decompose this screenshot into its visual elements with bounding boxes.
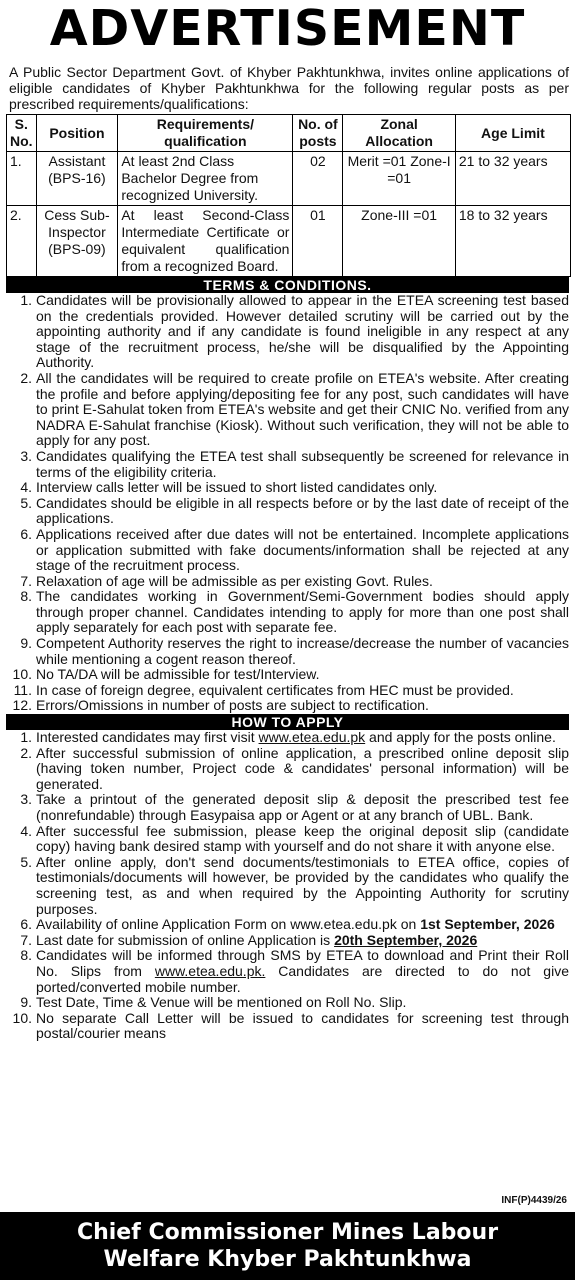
cell-age: 18 to 32 years: [455, 206, 570, 277]
table-header-row: [7, 115, 571, 152]
header-zonal: Zonal Allocation: [343, 115, 456, 152]
list-item: [6, 698, 569, 714]
item-text: The candidates working in Government/Semi-Government bodies should apply through proper channel. Candidates intending to apply for more than one post shall apply separately for each post with separate fee.: [36, 588, 569, 636]
cell-requirements: At least Second-Class Intermediate Certificate or equivalent qualification from a recognized Board.: [118, 206, 293, 277]
apply-list: [0, 730, 575, 1042]
etea-link[interactable]: www.etea.edu.pk: [290, 916, 397, 933]
item-number: 4.: [20, 822, 32, 839]
posts-table: [6, 114, 571, 277]
item-text: Competent Authority reserves the right to increase/decrease the number of vacancies while mentioning a cogent reason thereof.: [36, 635, 569, 667]
list-item: [6, 792, 569, 823]
list-item: [6, 730, 569, 746]
item-text: Errors/Omissions in number of posts are subject to rectification.: [36, 697, 429, 714]
item-number: 5.: [20, 853, 32, 870]
item-number: 9.: [20, 994, 32, 1011]
item-text: All the candidates will be required to create profile on ETEA's website. After creating the profile and before applying/depositing fee for any post, such candidates will have to print E-Sahulat token from ETEA's website and get their CNIC No. verified from any NADRA E-Sahulat franchise (Kiosk). Without such verification, they will not be able to apply for any post.: [36, 369, 569, 449]
item-number: 12.: [12, 697, 32, 714]
item-text: After successful submission of online application, a prescribed online deposit slip (having token number, Project code & candidates' personal information) will be generated.: [36, 744, 569, 792]
table-row: [7, 206, 571, 277]
item-text: [36, 730, 569, 746]
item-text: Applications received after due dates will not be entertained. Incomplete applications or application submitted with fake documents/information shall be rejected at any stage of the recruitment process.: [36, 525, 569, 574]
item-text-part: Last date for submission of online Application is: [36, 931, 335, 948]
etea-link[interactable]: www.etea.edu.pk: [258, 729, 366, 746]
footer-line-1: Chief Commissioner Mines Labour: [76, 1220, 499, 1245]
item-text: No TA/DA will be admissible for test/Interview.: [36, 666, 320, 683]
list-item: [6, 824, 569, 855]
cell-position: Cess Sub-Inspector (BPS-09): [36, 206, 118, 277]
footer-line-2: Welfare Khyber Pakhtunkhwa: [103, 1247, 472, 1272]
item-text: Relaxation of age will be admissible as per existing Govt. Rules.: [36, 572, 433, 589]
list-item: [6, 574, 569, 590]
cell-sno: 1.: [7, 152, 37, 206]
item-text: No separate Call Letter will be issued to candidates for screening test through postal/courier means: [36, 1009, 569, 1042]
item-text-part: Candidates are directed to do not give ported/converted mobile number.: [36, 962, 569, 995]
item-text: After online apply, don't send documents/testimonials to ETEA office, copies of testimonials/documents will however, be provided by the candidates who qualify the screening test, as and when required by the Appointing Authority for scrutiny purposes.: [36, 853, 569, 917]
item-text: In case of foreign degree, equivalent certificates from HEC must be provided.: [36, 681, 514, 698]
item-text: Interview calls letter will be issued to short listed candidates only.: [36, 479, 438, 496]
cell-posts: 01: [293, 206, 343, 277]
item-number: 8.: [20, 588, 32, 605]
list-item: [6, 995, 569, 1011]
etea-link[interactable]: www.etea.edu.pk.: [154, 962, 266, 979]
item-text: [36, 948, 569, 995]
intro-paragraph: A Public Sector Department Govt. of Khyber Pakhtunkhwa, invites online applications of eligible candidates of Khyber Pakhtunkhwa for the following regular posts as per prescribed requirements/qualifications:: [9, 64, 569, 112]
list-item: [6, 667, 569, 683]
terms-heading: TERMS & CONDITIONS.: [6, 277, 569, 293]
cell-age: 21 to 32 years: [455, 152, 570, 206]
header-requirements: Requirements/ qualification: [118, 115, 293, 152]
header-sno: S. No.: [7, 115, 37, 152]
table-row: [7, 152, 571, 206]
item-text: Test Date, Time & Venue will be mentioned on Roll No. Slip.: [36, 994, 407, 1011]
cell-posts: 02: [293, 152, 343, 206]
header-position: Position: [36, 115, 118, 152]
cell-sno: 2.: [7, 206, 37, 277]
item-text-part: Interested candidates may first visit: [36, 729, 259, 746]
list-item: [6, 933, 569, 949]
list-item: [6, 496, 569, 527]
footer-banner: [0, 1212, 575, 1280]
item-number: 11.: [13, 681, 32, 698]
list-item: [6, 636, 569, 667]
item-text: Candidates will be provisionally allowed to appear in the ETEA screening test based on the credentials provided. However detailed scrutiny will be carried out by the appointing authority and if any candidate is found ineligible in any respect at any stage of the recruitment process, he/she will be disqualified by the Appointing Authority.: [36, 292, 569, 371]
item-number: 9.: [20, 635, 32, 652]
header-posts: No. of posts: [293, 115, 343, 152]
item-text: Candidates qualifying the ETEA test shall subsequently be screened for relevance in terms of the eligibility criteria.: [36, 447, 569, 480]
item-number: 3.: [20, 447, 32, 464]
item-text-part: and apply for the posts online.: [365, 729, 556, 746]
item-number: 2.: [20, 369, 32, 386]
list-item: [6, 480, 569, 496]
item-text: Candidates should be eligible in all respects before or by the last date of receipt of the applications.: [36, 494, 569, 527]
list-item: [6, 527, 569, 574]
last-date: 20th September, 2026: [334, 931, 478, 948]
item-text: After successful fee submission, please keep the original deposit slip (candidate copy) having bank desired stamp with yourself and do not share it with anyone else.: [36, 822, 569, 855]
item-number: 8.: [20, 947, 32, 964]
terms-list: [0, 293, 575, 714]
cell-position: Assistant (BPS-16): [36, 152, 118, 206]
cell-zonal: Merit =01 Zone-I =01: [343, 152, 456, 206]
list-item: [6, 589, 569, 636]
reference-number: INF(P)4439/26: [501, 1195, 567, 1206]
list-item: [6, 371, 569, 449]
item-number: 3.: [20, 791, 32, 808]
item-number: 7.: [20, 931, 32, 948]
list-item: [6, 948, 569, 995]
page-title: ADVERTISEMENT: [49, 0, 526, 57]
list-item: [6, 293, 569, 371]
list-item: [6, 855, 569, 917]
item-number: 1.: [20, 292, 32, 308]
item-text-part: on: [396, 916, 421, 933]
item-number: 6.: [20, 525, 32, 542]
cell-zonal: Zone-III =01: [343, 206, 456, 277]
item-text: [36, 933, 569, 949]
item-number: 7.: [20, 572, 32, 589]
item-number: 2.: [20, 744, 32, 761]
item-text: [36, 917, 569, 933]
item-text-part: Availability of online Application Form on: [36, 916, 291, 933]
item-number: 5.: [20, 494, 32, 511]
item-number: 4.: [20, 479, 32, 496]
item-number: 1.: [20, 729, 32, 746]
list-item: [6, 449, 569, 480]
item-number: 10.: [12, 666, 32, 683]
header-age: Age Limit: [455, 115, 570, 152]
list-item: [6, 683, 569, 699]
item-number: 10.: [12, 1009, 32, 1026]
list-item: [6, 917, 569, 933]
item-text-part: Candidates will be informed through SMS by ETEA to download and Print their Roll No. Slips from: [36, 947, 569, 979]
item-number: 6.: [20, 916, 32, 933]
list-item: [6, 746, 569, 793]
how-to-apply-heading: HOW TO APPLY: [6, 714, 569, 730]
start-date: 1st September, 2026: [420, 916, 555, 933]
item-text: Take a printout of the generated deposit slip & deposit the prescribed test fee (nonrefundable) through Easypaisa app or Agent or at any branch of UBL. Bank.: [36, 791, 569, 823]
cell-requirements: At least 2nd Class Bachelor Degree from recognized University.: [118, 152, 293, 206]
list-item: [6, 1011, 569, 1042]
